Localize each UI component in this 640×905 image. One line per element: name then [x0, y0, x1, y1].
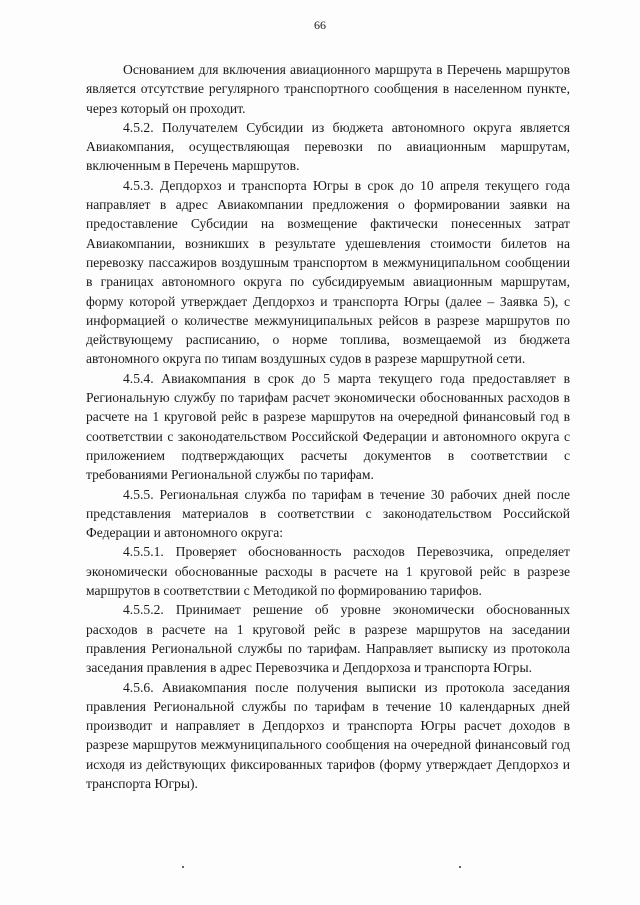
document-body	[86, 60, 570, 793]
scan-speck-right	[459, 866, 461, 868]
paragraph-basis: Основанием для включения авиационного маршрута в Перечень маршрутов является отсутствие регулярного транспортного сообщения в населенном пункте, через который он проходит.	[86, 62, 570, 116]
scan-speck-left	[182, 866, 184, 868]
paragraph-4-5-6: 4.5.6. Авиакомпания после получения выписки из протокола заседания правления Региональной службы по тарифам в течение 10 календарных дней производит и направляет в Депдорхоз и транспорта Югры расчет доходов в разрезе маршрутов межмуниципального сообщения на очередной финансовый год исходя из действующих фиксированных тарифов (форму утверждает Депдорхоз и транспорта Югры).	[86, 679, 570, 791]
paragraph-4-5-2: 4.5.2. Получателем Субсидии из бюджета автономного округа является Авиакомпания, осуществляющая перевозки по авиационным маршрутам, включенным в Перечень маршрутов.	[86, 119, 570, 174]
page-number: 66	[314, 18, 326, 32]
paragraph-4-5-5: 4.5.5. Региональная служба по тарифам в течение 30 рабочих дней после представления материалов в соответствии с законодательством Российской Федерации и автономного округа:	[86, 486, 570, 541]
paragraph-4-5-5-1: 4.5.5.1. Проверяет обоснованность расходов Перевозчика, определяет экономически обоснованные расходы в расчете на 1 круговой рейс в разрезе маршрутов в соответствии с Методикой по формированию тарифов.	[86, 544, 570, 599]
paragraph-4-5-4: 4.5.4. Авиакомпания в срок до 5 марта текущего года предоставляет в Региональную службу по тарифам расчет экономически обоснованных расходов в расчете на 1 круговой рейс в разрезе маршрутов на очередной финансовый год в соответствии с законодательством Российской Федерации и автономного округа с приложением подтверждающих расчеты документов в соответствии с требованиями Региональной службы по тарифам.	[86, 370, 570, 483]
paragraph-4-5-5-2: 4.5.5.2. Принимает решение об уровне экономически обоснованных расходов в расчете на 1 круговой рейс в разрезе маршрутов на заседании правления Региональной службы по тарифам. Направляет выписку из протокола заседания правления в адрес Перевозчика и Депдорхоза и транспорта Югры.	[86, 602, 570, 676]
paragraph-4-5-3: 4.5.3. Депдорхоз и транспорта Югры в срок до 10 апреля текущего года направляет в адрес Авиакомпании предложения о формировании заявки на предоставление Субсидии на возмещение фактически понесенных затрат Авиакомпании, возникших в результате удешевления стоимости билетов на перевозку пассажиров воздушным транспортом в межмуниципальном сообщении в границах автономного округа по субсидируемым авиационным маршрутам, форму которой утверждает Депдорхоз и транспорта Югры (далее – Заявка 5), с информацией о количестве межмуниципальных рейсов в разрезе маршрутов по действующему расписанию, о норме топлива, возмещаемой из бюджета автономного округа по типам воздушных судов в разрезе маршрутной сети.	[86, 177, 570, 367]
